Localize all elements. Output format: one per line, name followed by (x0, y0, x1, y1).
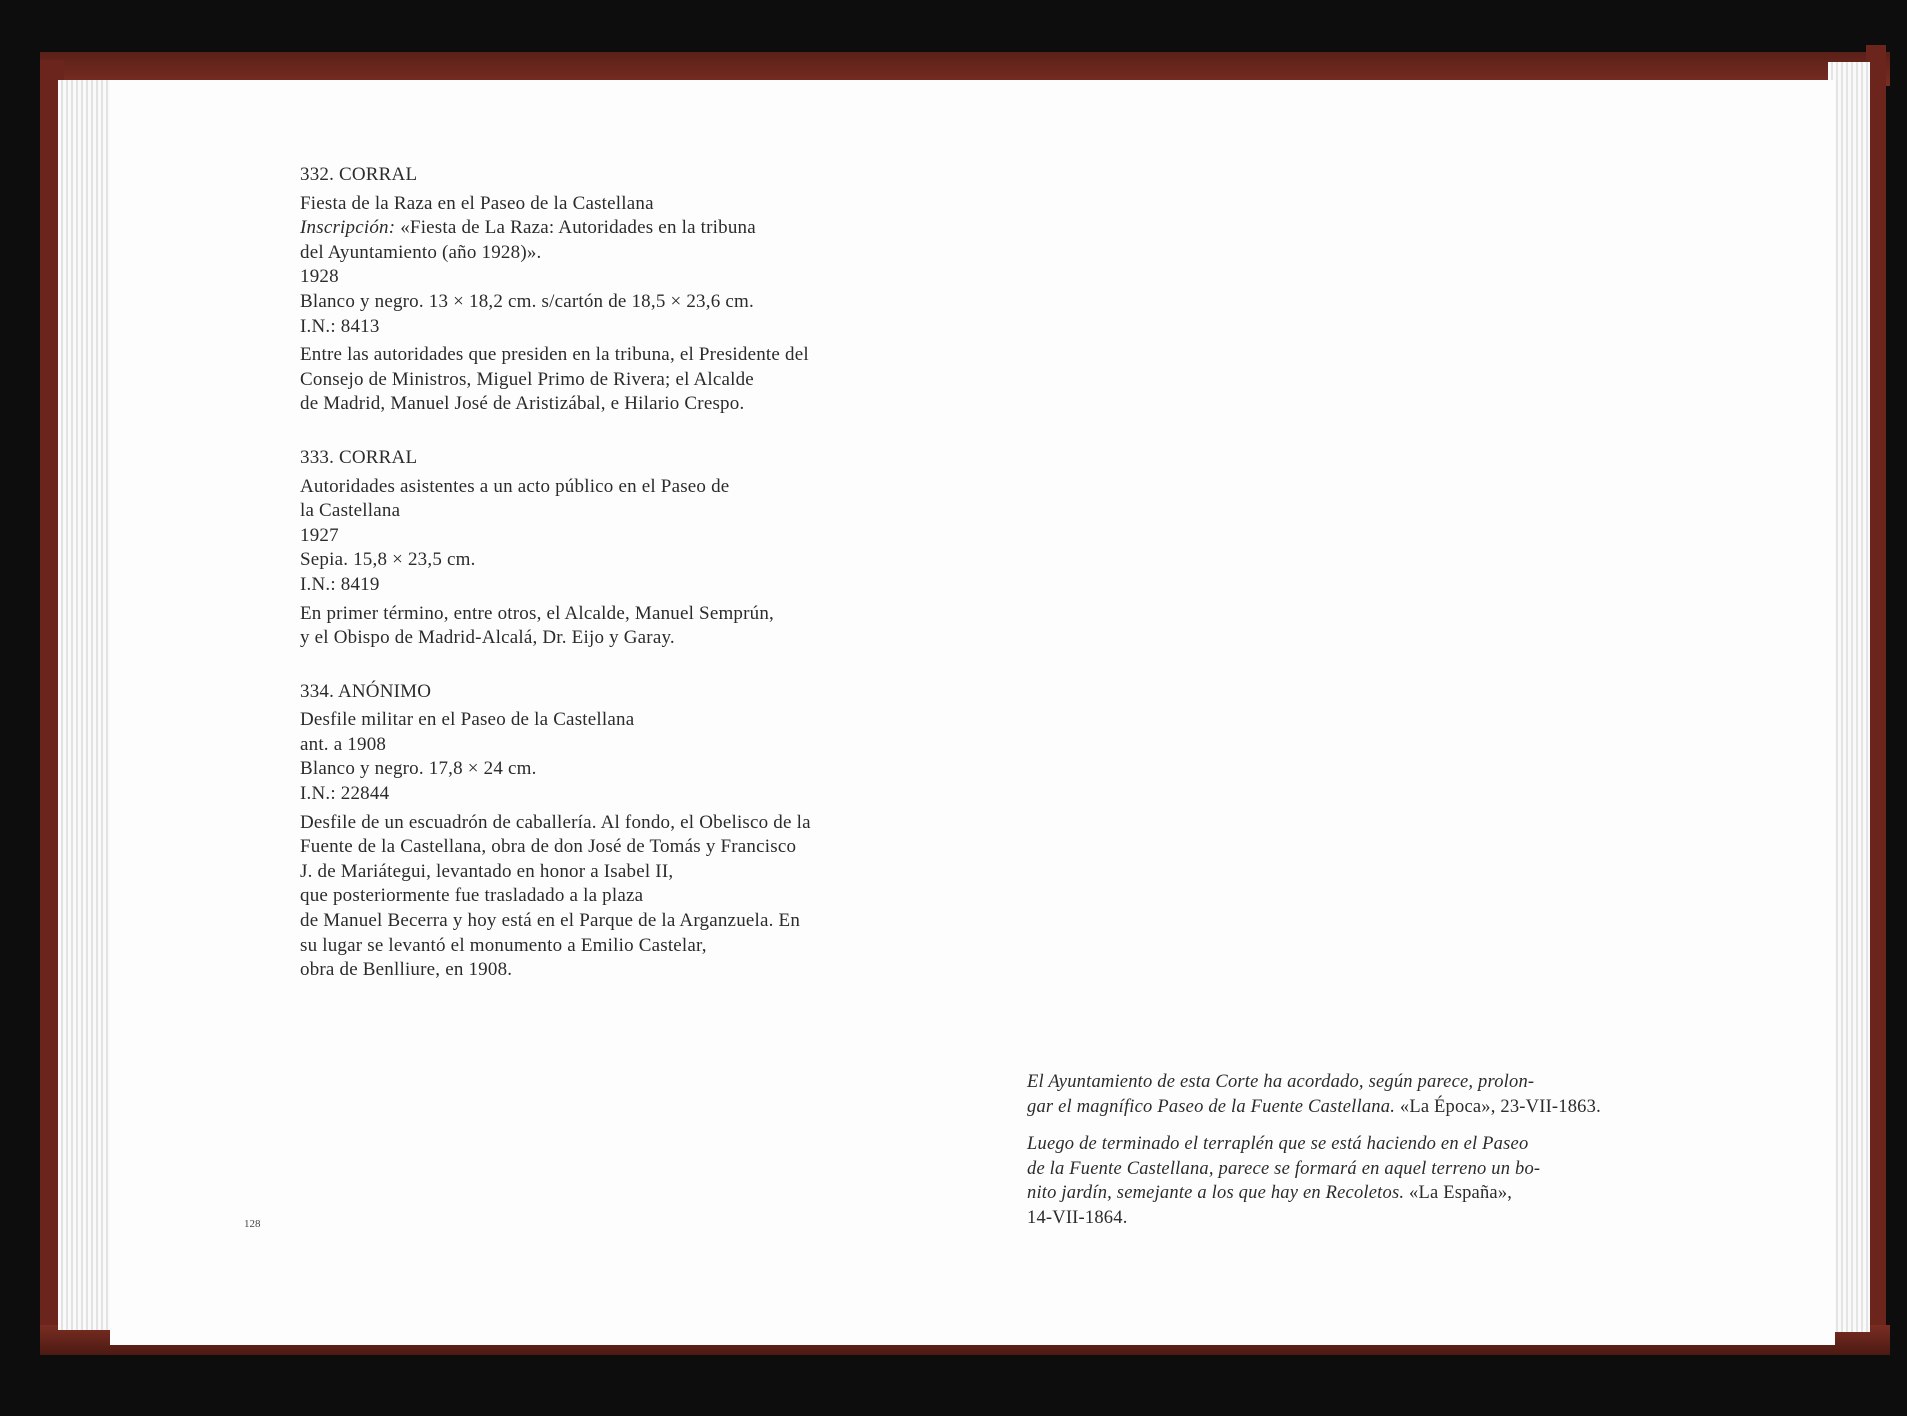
description-line: Desfile de un escuadrón de caballería. Al fondo, el Obelisco de la (300, 811, 811, 833)
page-edges-left (58, 80, 118, 1330)
description-line: y el Obispo de Madrid-Alcalá, Dr. Eijo y Garay. (300, 627, 675, 649)
entry-medium: Blanco y negro. 13 × 18,2 cm. s/cartón de 18,5 × 23,6 cm. (300, 290, 754, 312)
entry-heading: 332. CORRAL (300, 164, 418, 185)
catalog-entry-332 (300, 163, 980, 417)
entry-title-cont: la Castellana (300, 500, 401, 522)
quote-date: 14-VII-1864. (1027, 1207, 1128, 1228)
description-line: Entre las autoridades que presiden en la tribuna, el Presidente del (300, 344, 809, 366)
entry-medium: Blanco y negro. 17,8 × 24 cm. (300, 758, 537, 780)
quote-text: gar el magnífico Paseo de la Fuente Castellana. (1027, 1096, 1396, 1117)
page-number: 128 (244, 1218, 261, 1230)
description-line: su lugar se levantó el monumento a Emilio Castelar, (300, 934, 707, 956)
quote-source: «La España», (1404, 1183, 1513, 1203)
description-line: que posteriormente fue trasladado a la plaza (300, 885, 644, 907)
description-line: Fuente de la Castellana, obra de don José de Tomás y Francisco (300, 836, 797, 858)
catalog-entries (300, 163, 980, 1012)
description-line: En primer término, entre otros, el Alcalde, Manuel Semprún, (300, 602, 775, 624)
catalog-entry-333 (300, 446, 980, 651)
entry-inventory: I.N.: 8419 (300, 573, 380, 595)
catalog-entry-334 (300, 680, 980, 983)
quote-la-espana (1027, 1132, 1699, 1230)
entry-date: 1927 (300, 524, 339, 546)
description-line: J. de Mariátegui, levantado en honor a Isabel II, (300, 860, 674, 882)
description-line: obra de Benlliure, en 1908. (300, 959, 513, 981)
entry-title: Fiesta de la Raza en el Paseo de la Castellana (300, 192, 654, 214)
quote-line (1027, 1181, 1699, 1206)
entry-date: ant. a 1908 (300, 733, 387, 755)
entry-inventory: I.N.: 22844 (300, 783, 390, 805)
entry-heading: 333. CORRAL (300, 446, 418, 468)
historical-quotes (1027, 1070, 1699, 1243)
quote-line: de la Fuente Castellana, parece se formará en aquel terreno un bo- (1027, 1158, 1541, 1179)
entry-medium: Sepia. 15,8 × 23,5 cm. (300, 549, 476, 571)
entry-description (300, 602, 980, 651)
entry-description (300, 811, 980, 983)
inscription-text: «Fiesta de La Raza: Autoridades en la tribuna (395, 217, 756, 239)
entry-heading: 334. ANÓNIMO (300, 680, 432, 702)
description-line: de Manuel Becerra y hoy está en el Parque de la Arganzuela. En (300, 910, 801, 932)
entry-title: Desfile militar en el Paseo de la Castellana (300, 709, 635, 731)
entry-inscription (300, 216, 980, 241)
quote-line: El Ayuntamiento de esta Corte ha acordado, según parece, prolon- (1027, 1072, 1535, 1092)
quote-line: Luego de terminado el terraplén que se está haciendo en el Paseo (1027, 1134, 1529, 1154)
quote-source: «La Época», 23-VII-1863. (1395, 1096, 1601, 1117)
entry-inventory: I.N.: 8413 (300, 315, 380, 337)
description-line: de Madrid, Manuel José de Aristizábal, e Hilario Crespo. (300, 393, 745, 415)
quote-la-epoca (1027, 1070, 1699, 1119)
entry-title: Autoridades asistentes a un acto público en el Paseo de (300, 475, 730, 497)
quote-line (1027, 1095, 1699, 1120)
quote-text: nito jardín, semejante a los que hay en Recoletos. (1027, 1183, 1405, 1203)
entry-date: 1928 (300, 266, 339, 288)
inscription-text-cont: del Ayuntamiento (año 1928)». (300, 241, 542, 263)
entry-description (300, 343, 980, 417)
description-line: Consejo de Ministros, Miguel Primo de Rivera; el Alcalde (300, 368, 754, 390)
inscription-label: Inscripción: (300, 217, 396, 239)
